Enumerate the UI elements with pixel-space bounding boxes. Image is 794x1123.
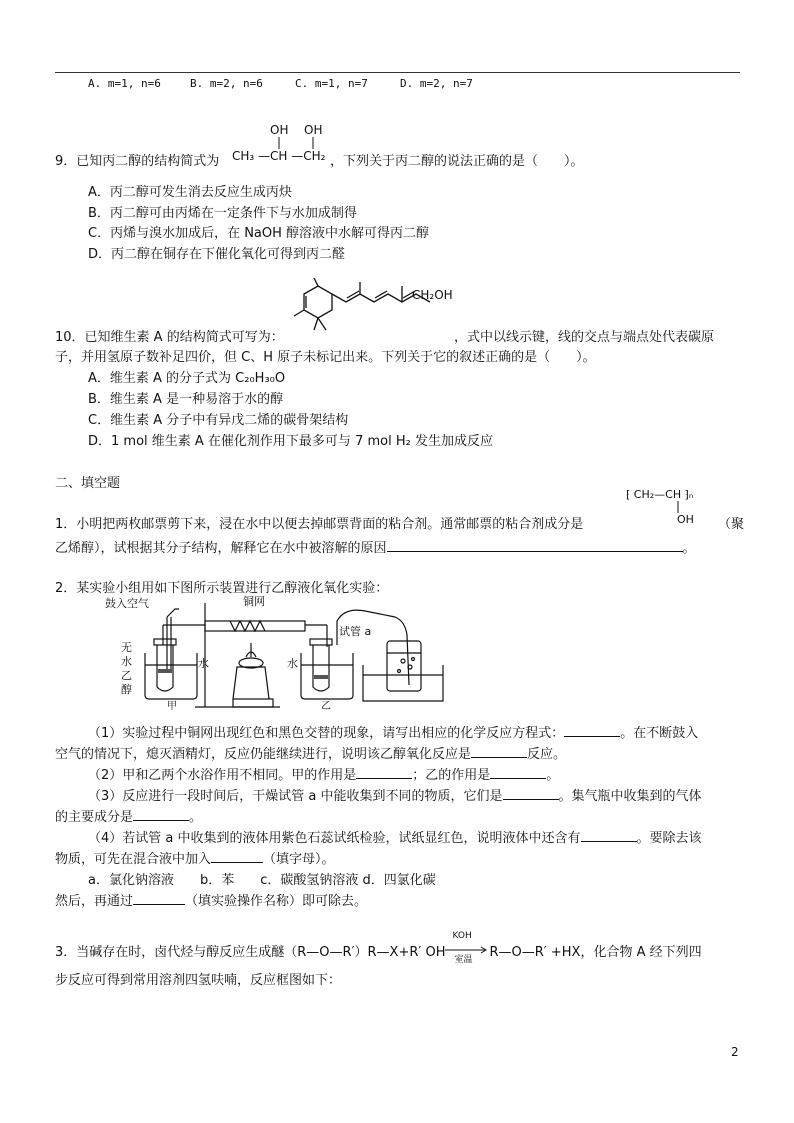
f2-p3d: 。 xyxy=(189,810,203,825)
f2-p1d: 反应。 xyxy=(527,747,567,762)
f2-p4a: （4）若试管 a 中收集到的液体用紫色石蕊试纸检验，试纸显红色，说明液体中还含有 xyxy=(88,831,581,846)
f3-line1 xyxy=(55,931,702,965)
label-tube-a: 试管 a xyxy=(339,625,372,638)
arrow-koh: KOH xyxy=(452,931,472,941)
f2-p2a: （2）甲和乙两个水浴作用不相同。甲的作用是 xyxy=(88,768,357,783)
q10-option-d: D．1 mol 维生素 A 在催化剂作用下最多可与 7 mol H₂ 发生加成反应 xyxy=(88,434,493,449)
f1-answer-blank[interactable] xyxy=(387,539,683,552)
label-anhydrous-3: 乙 xyxy=(121,669,132,682)
q9-stem-post: ，下列关于丙二醇的说法正确的是（ ）。 xyxy=(330,154,584,169)
label-air: 鼓入空气 xyxy=(105,597,149,610)
q10-stem-post: ，式中以线示键，线的交点与端点处代表碳原 xyxy=(454,330,715,345)
f2-blank-operation[interactable] xyxy=(133,892,185,905)
q9-option-c: C．丙烯与溴水加成后，在 NaOH 醇溶液中水解可得丙二醇 xyxy=(88,226,430,241)
f3-post: R—O—R′ +HX，化合物 A 经下列四 xyxy=(489,945,702,960)
f3-pre: 3．当碱存在时，卤代烃与醇反应生成醚（R—O—R′）R—X+R′ OH xyxy=(55,945,446,960)
f2-p4c: 物质，可先在混合液中加入 xyxy=(55,852,212,867)
f2-p1b: 。在不断鼓入 xyxy=(620,726,699,741)
formula-oh-1: OH xyxy=(270,123,289,137)
f2-stem: 2．某实验小组用如下图所示装置进行乙醇液化氧化实验： xyxy=(55,581,389,596)
formula-oh-2: OH xyxy=(304,123,323,137)
f1-line2: 乙烯醇），试根据其分子结构，解释它在水中被溶解的原因 xyxy=(55,541,387,556)
label-anhydrous-1: 无 xyxy=(121,641,132,654)
apparatus-diagram xyxy=(105,595,455,710)
q10-option-c: C．维生素 A 分子中有异戊二烯的碳骨架结构 xyxy=(88,413,349,428)
label-water-right: 水 xyxy=(287,657,298,670)
f2-blank-reagent[interactable] xyxy=(211,850,263,863)
f2-p4-line2 xyxy=(55,848,335,867)
polymer-oh: OH xyxy=(677,513,694,526)
q9-option-d: D．丙二醇在铜存在下催化氧化可得到丙二醛 xyxy=(88,247,346,262)
q10-stem-pre: 10．已知维生素 A 的结构简式可写为： xyxy=(55,330,284,345)
f2-blank-substances[interactable] xyxy=(503,787,559,800)
label-anhydrous-2: 水 xyxy=(121,655,132,668)
vitamin-a-ch2oh: CH₂OH xyxy=(412,288,453,302)
q9-option-a: A．丙二醇可发生消去反应生成丙炔 xyxy=(88,185,292,200)
f2-p2b: ；乙的作用是 xyxy=(412,768,491,783)
f1-end: 。 xyxy=(682,541,696,556)
propanediol-formula xyxy=(232,123,332,165)
f2-blank-equation[interactable] xyxy=(564,724,620,737)
f2-p4-line1 xyxy=(88,827,702,846)
f2-p3b: 。集气瓶中收集到的气体 xyxy=(558,789,702,804)
q9-stem-pre: 9．已知丙二醇的结构简式为 xyxy=(55,154,220,169)
label-jia: 甲 xyxy=(167,701,177,710)
option-a: A. m=1, n=6 xyxy=(88,77,161,90)
label-copper: 铜网 xyxy=(243,595,265,608)
f1-line1: 1．小明把两枚邮票剪下来，浸在水中以便去掉邮票背面的粘合剂。通常邮票的粘合剂成分是 xyxy=(55,517,584,532)
f2-p4f: （填实验操作名称）即可除去。 xyxy=(185,894,368,909)
q10-option-b: B．维生素 A 是一种易溶于水的醇 xyxy=(88,392,284,407)
f2-p4e: 然后，再通过 xyxy=(55,894,134,909)
f2-p4b: 。要除去该 xyxy=(636,831,702,846)
page-number: 2 xyxy=(731,1045,739,1059)
f2-p1-line1 xyxy=(88,722,698,741)
formula-chain: CH₃ —CH —CH₂ xyxy=(232,149,326,163)
f3-line2: 步反应可得到常用溶剂四氢呋喃，反应框图如下： xyxy=(55,973,342,988)
f2-p2 xyxy=(88,764,559,783)
header-rule xyxy=(55,72,740,73)
option-d: D. m=2, n=7 xyxy=(400,77,473,90)
option-c: C. m=1, n=7 xyxy=(295,77,368,90)
f2-p1c: 空气的情况下，熄灭酒精灯，反应仍能继续进行，说明该乙醇氧化反应是 xyxy=(55,747,472,762)
f2-p4-line4 xyxy=(55,890,367,909)
label-anhydrous-4: 醇 xyxy=(121,683,132,696)
label-water-left: 水 xyxy=(198,657,209,670)
option-b: B. m=2, n=6 xyxy=(190,77,263,90)
polymer-formula: ⁅ CH₂—CH ⁆ₙ xyxy=(626,488,694,501)
f2-p3c: 的主要成分是 xyxy=(55,810,134,825)
q10-stem-line2: 子，并用氢原子数补足四价，但 C、H 原子未标记出来。下列关于它的叙述正确的是（ ）。 xyxy=(55,350,596,365)
f2-p3-line2 xyxy=(55,806,202,825)
f2-blank-impurity[interactable] xyxy=(581,829,637,842)
f2-p1-line2 xyxy=(55,743,566,762)
label-yi: 乙 xyxy=(321,701,331,710)
section-title: 二、填空题 xyxy=(55,476,121,491)
f2-p3-line1 xyxy=(88,785,702,804)
f2-p4d: （填字母）。 xyxy=(263,852,335,867)
arrow-room-temp: 室温 xyxy=(454,955,473,965)
f1-paren: （聚 xyxy=(718,517,745,532)
reaction-arrow xyxy=(445,931,489,965)
f2-p1a: （1）实验过程中铜网出现红色和黑色交替的现象，请写出相应的化学反应方程式： xyxy=(88,726,565,741)
f2-blank-yi-role[interactable] xyxy=(490,766,546,779)
f1-line2-text xyxy=(55,537,696,556)
f2-p3a: （3）反应进行一段时间后，干燥试管 a 中能收集到不同的物质，它们是 xyxy=(88,789,503,804)
polymer-bond xyxy=(673,500,683,514)
q9-option-b: B．丙二醇可由丙烯在一定条件下与水加成制得 xyxy=(88,206,357,221)
f2-p4-options: a．氯化钠溶液 b．苯 c．碳酸氢钠溶液 d．四氯化碳 xyxy=(88,873,436,888)
f2-blank-gas[interactable] xyxy=(133,808,189,821)
f2-blank-jia-role[interactable] xyxy=(356,766,412,779)
f2-blank-reaction-type[interactable] xyxy=(471,745,527,758)
f2-p2c: 。 xyxy=(546,768,560,783)
q10-option-a: A．维生素 A 的分子式为 C₂₀H₃₀O xyxy=(88,371,286,386)
